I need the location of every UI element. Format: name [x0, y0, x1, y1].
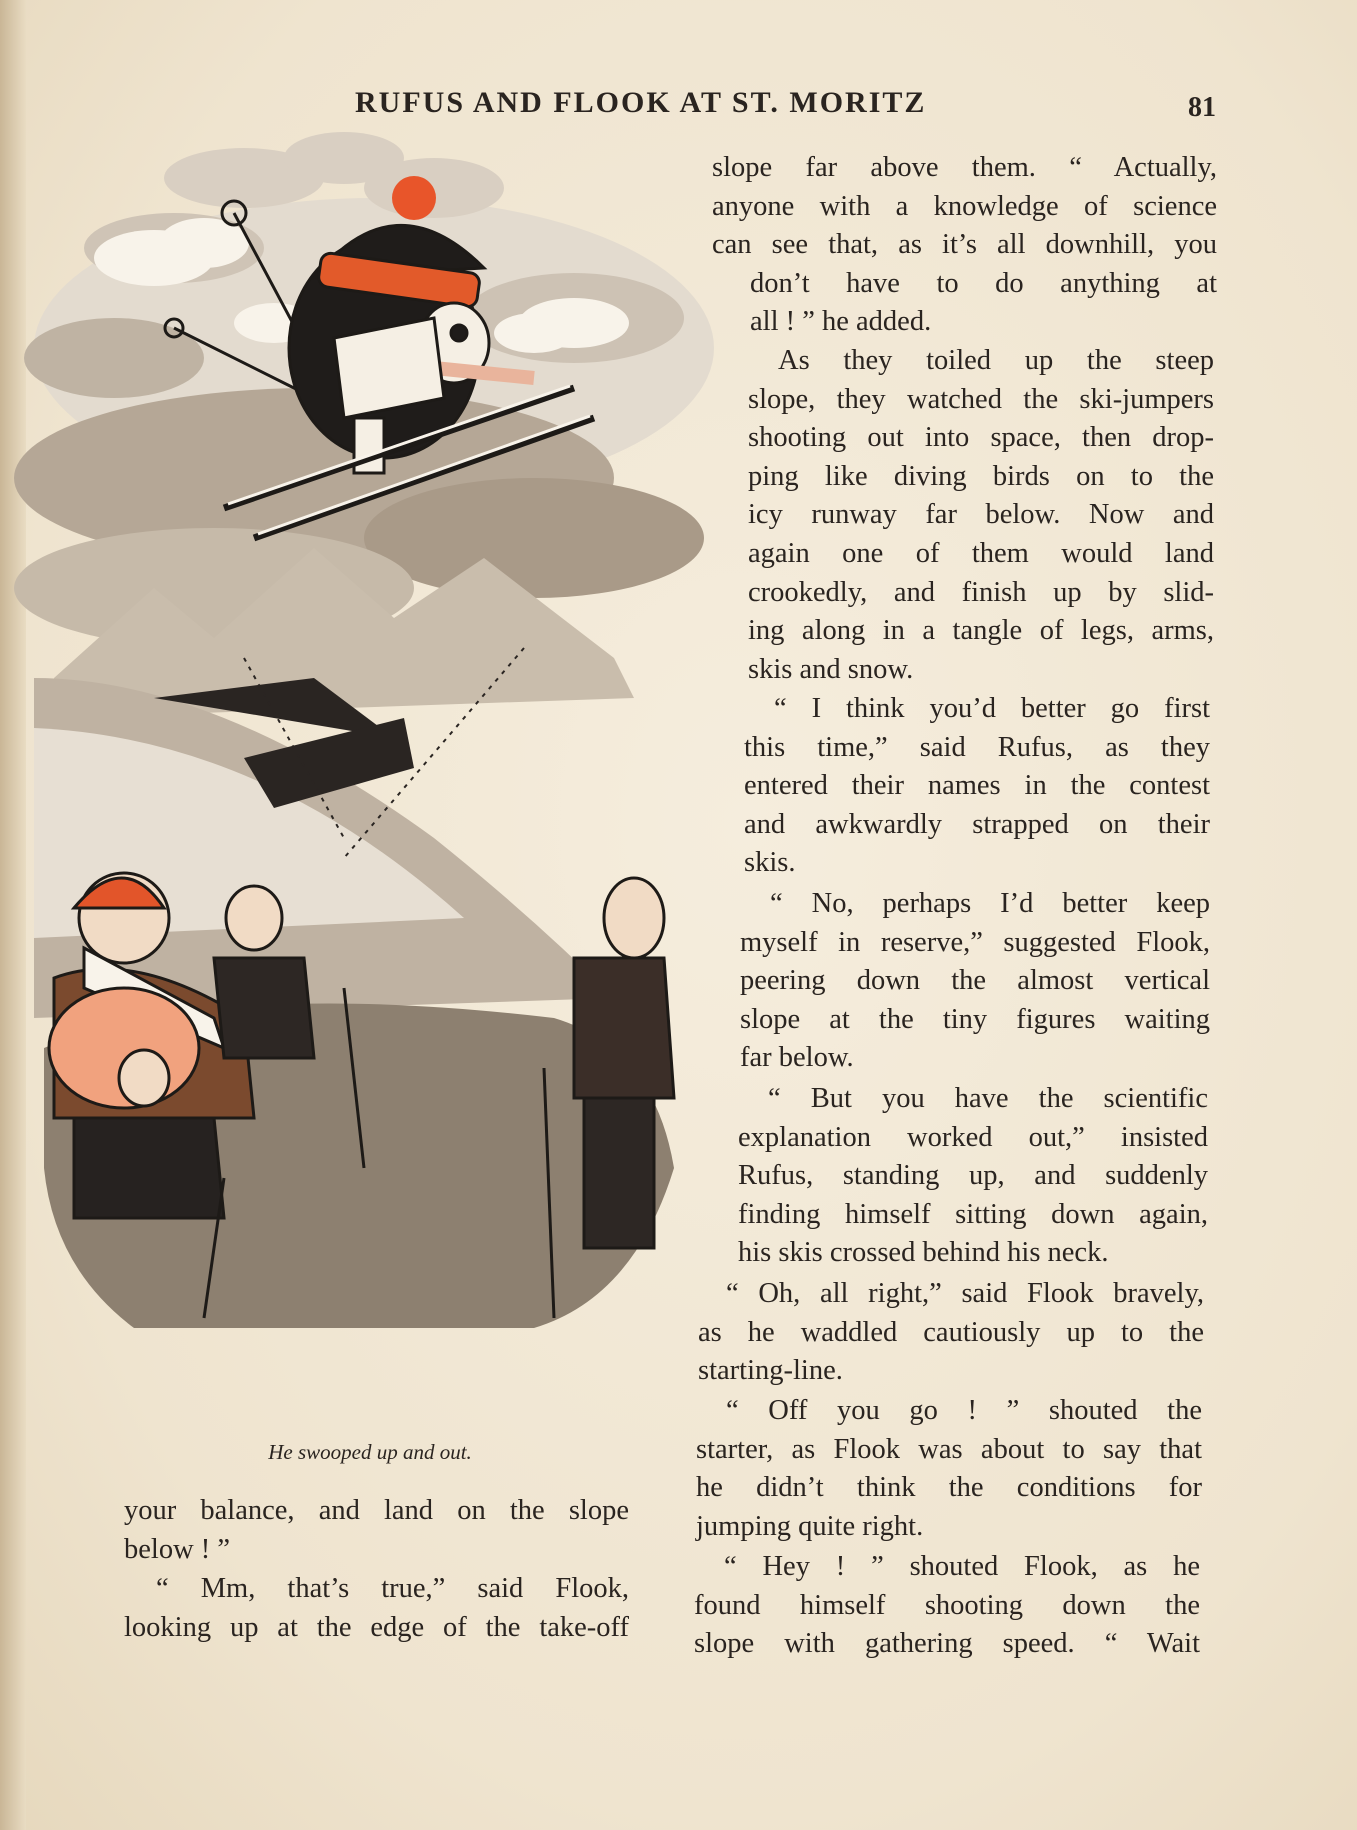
- text-line: skis and snow.: [748, 653, 914, 685]
- text-line: his skis crossed behind his neck.: [738, 1237, 1109, 1269]
- text-line: ping like diving birds on to the: [748, 460, 1214, 492]
- text-line: far below.: [740, 1042, 854, 1074]
- text-line: slope at the tiny figures waiting: [740, 1003, 1210, 1035]
- text-line: and awkwardly strapped on their: [744, 808, 1210, 840]
- right-paragraph-7: [696, 1392, 1202, 1546]
- text-line: he didn’t think the conditions for: [696, 1472, 1202, 1504]
- text-line: explanation worked out,” insisted: [738, 1121, 1208, 1153]
- text-line: “ No, perhaps I’d better keep: [770, 888, 1210, 919]
- text-line: As they toiled up the steep: [778, 345, 1214, 376]
- illustration-caption: He swooped up and out.: [268, 1440, 472, 1464]
- text-line: “ Hey ! ” shouted Flook, as he: [724, 1551, 1200, 1582]
- text-line: finding himself sitting down again,: [738, 1198, 1208, 1230]
- text-line: icy runway far below. Now and: [748, 499, 1214, 531]
- text-line: “ Oh, all right,” said Flook bravely,: [726, 1278, 1204, 1309]
- text-line: “ I think you’d better go first: [774, 693, 1210, 724]
- text-line: looking up at the edge of the take-off: [124, 1611, 629, 1643]
- page-number: 81: [1188, 92, 1216, 123]
- right-paragraph-3: [744, 690, 1210, 883]
- text-line: crookedly, and finish up by slid-: [748, 576, 1214, 608]
- text-line: can see that, as it’s all downhill, you: [712, 229, 1217, 261]
- text-line: below ! ”: [124, 1533, 231, 1565]
- text-line: peering down the almost vertical: [740, 965, 1210, 997]
- text-line: Rufus, standing up, and suddenly: [738, 1160, 1208, 1192]
- text-line: skis.: [744, 847, 796, 879]
- text-line: starting-line.: [698, 1355, 843, 1387]
- text-line: shooting out into space, then drop-: [748, 422, 1214, 454]
- text-line: again one of them would land: [748, 537, 1214, 569]
- text-line: “ Off you go ! ” shouted the: [726, 1395, 1202, 1426]
- right-paragraph-6: [698, 1275, 1204, 1391]
- left-paragraph-2: [124, 1570, 629, 1647]
- text-line: slope far above them. “ Actually,: [712, 152, 1217, 183]
- text-line: as he waddled cautiously up to the: [698, 1316, 1204, 1348]
- right-paragraph-4: [740, 885, 1210, 1078]
- text-line: jumping quite right.: [696, 1510, 924, 1542]
- text-line: anyone with a knowledge of science: [712, 190, 1217, 222]
- right-paragraph-5: [738, 1080, 1208, 1273]
- text-line: your balance, and land on the slope: [124, 1495, 629, 1526]
- right-paragraph-2: [748, 342, 1214, 689]
- text-line: this time,” said Rufus, as they: [744, 731, 1210, 763]
- right-paragraph-1: [712, 149, 1217, 342]
- text-line: ing along in a tangle of legs, arms,: [748, 615, 1214, 647]
- text-line: found himself shooting down the: [694, 1589, 1200, 1621]
- left-paragraph-1: [124, 1492, 629, 1569]
- text-line: entered their names in the contest: [744, 770, 1210, 802]
- text-line: slope with gathering speed. “ Wait: [694, 1628, 1200, 1660]
- text-line: all ! ” he added.: [750, 306, 932, 338]
- text-line: don’t have to do anything at: [750, 267, 1217, 299]
- text-line: myself in reserve,” suggested Flook,: [740, 926, 1210, 958]
- illustration-ski-jump: [14, 118, 732, 1438]
- text-line: “ Mm, that’s true,” said Flook,: [156, 1573, 629, 1604]
- text-line: slope, they watched the ski-jumpers: [748, 383, 1214, 415]
- text-line: starter, as Flook was about to say that: [696, 1433, 1202, 1465]
- running-head: RUFUS AND FLOOK AT ST. MORITZ: [355, 86, 927, 119]
- right-paragraph-8: [694, 1548, 1200, 1664]
- text-line: “ But you have the scientific: [768, 1083, 1208, 1114]
